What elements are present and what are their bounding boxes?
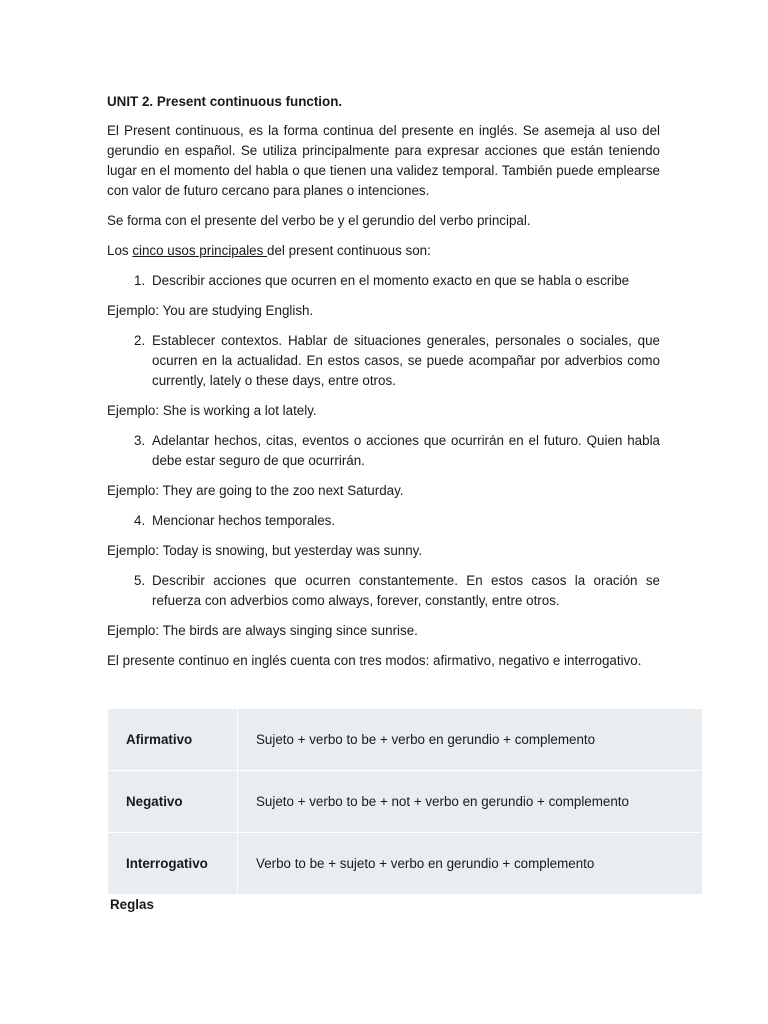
uses-intro-after: del present continuous son: [267, 243, 431, 258]
mode-formula: Sujeto + verbo to be + not + verbo en gerundio + complemento [238, 771, 703, 833]
list-text: Establecer contextos. Hablar de situaciones generales, personales o sociales, que ocurren en la actualidad. En estos casos, se puede acompañar por adverbios como currently, lately o these days, entre otros. [152, 333, 660, 388]
formation-paragraph: Se forma con el presente del verbo be y el gerundio del verbo principal. [107, 213, 531, 228]
example-5: Ejemplo: The birds are always singing since sunrise. [107, 623, 418, 638]
list-number: 4. [134, 513, 146, 528]
list-number: 1. [134, 273, 146, 288]
intro-paragraph: El Present continuous, es la forma continua del presente en inglés. Se asemeja al uso del gerundio en español. Se utiliza principalmente para expresar acciones que están teniendo lugar en el momento del habla o que tienen una validez temporal. También puede emplearse con valor de futuro cercano para planes o intenciones. [107, 123, 660, 198]
list-text: Describir acciones que ocurren constantemente. En estos casos la oración se refuerza con adverbios como always, forever, constantly, entre otros. [152, 573, 660, 608]
modes-table [107, 708, 703, 895]
modes-paragraph: El presente continuo en inglés cuenta con tres modos: afirmativo, negativo e interrogativo. [107, 653, 642, 668]
example-3: Ejemplo: They are going to the zoo next Saturday. [107, 483, 404, 498]
uses-intro-underlined: cinco usos principales [132, 243, 268, 258]
list-item-use-1 [107, 271, 660, 291]
mode-formula: Verbo to be + sujeto + verbo en gerundio + complemento [238, 833, 703, 895]
list-item-use-3 [107, 431, 660, 471]
table-row [108, 833, 703, 895]
mode-label: Afirmativo [108, 709, 238, 771]
mode-label: Interrogativo [108, 833, 238, 895]
list-text: Describir acciones que ocurren en el momento exacto en que se habla o escribe [152, 273, 630, 288]
uses-intro [107, 241, 660, 261]
list-item-use-5 [107, 571, 660, 611]
unit-title: UNIT 2. Present continuous function. [107, 94, 343, 109]
rules-heading: Reglas [110, 897, 154, 912]
list-text: Mencionar hechos temporales. [152, 513, 336, 528]
list-item-use-2 [107, 331, 660, 391]
list-item-use-4 [107, 511, 660, 531]
mode-label: Negativo [108, 771, 238, 833]
table-row [108, 771, 703, 833]
list-text: Adelantar hechos, citas, eventos o acciones que ocurrirán en el futuro. Quien habla debe estar seguro de que ocurrirán. [152, 433, 660, 468]
table-row [108, 709, 703, 771]
example-2: Ejemplo: She is working a lot lately. [107, 403, 317, 418]
list-number: 2. [134, 333, 146, 348]
list-number: 3. [134, 433, 146, 448]
list-number: 5. [134, 573, 146, 588]
mode-formula: Sujeto + verbo to be + verbo en gerundio + complemento [238, 709, 703, 771]
example-1: Ejemplo: You are studying English. [107, 303, 314, 318]
uses-intro-before: Los [107, 243, 133, 258]
document-body [107, 92, 660, 681]
example-4: Ejemplo: Today is snowing, but yesterday was sunny. [107, 543, 423, 558]
